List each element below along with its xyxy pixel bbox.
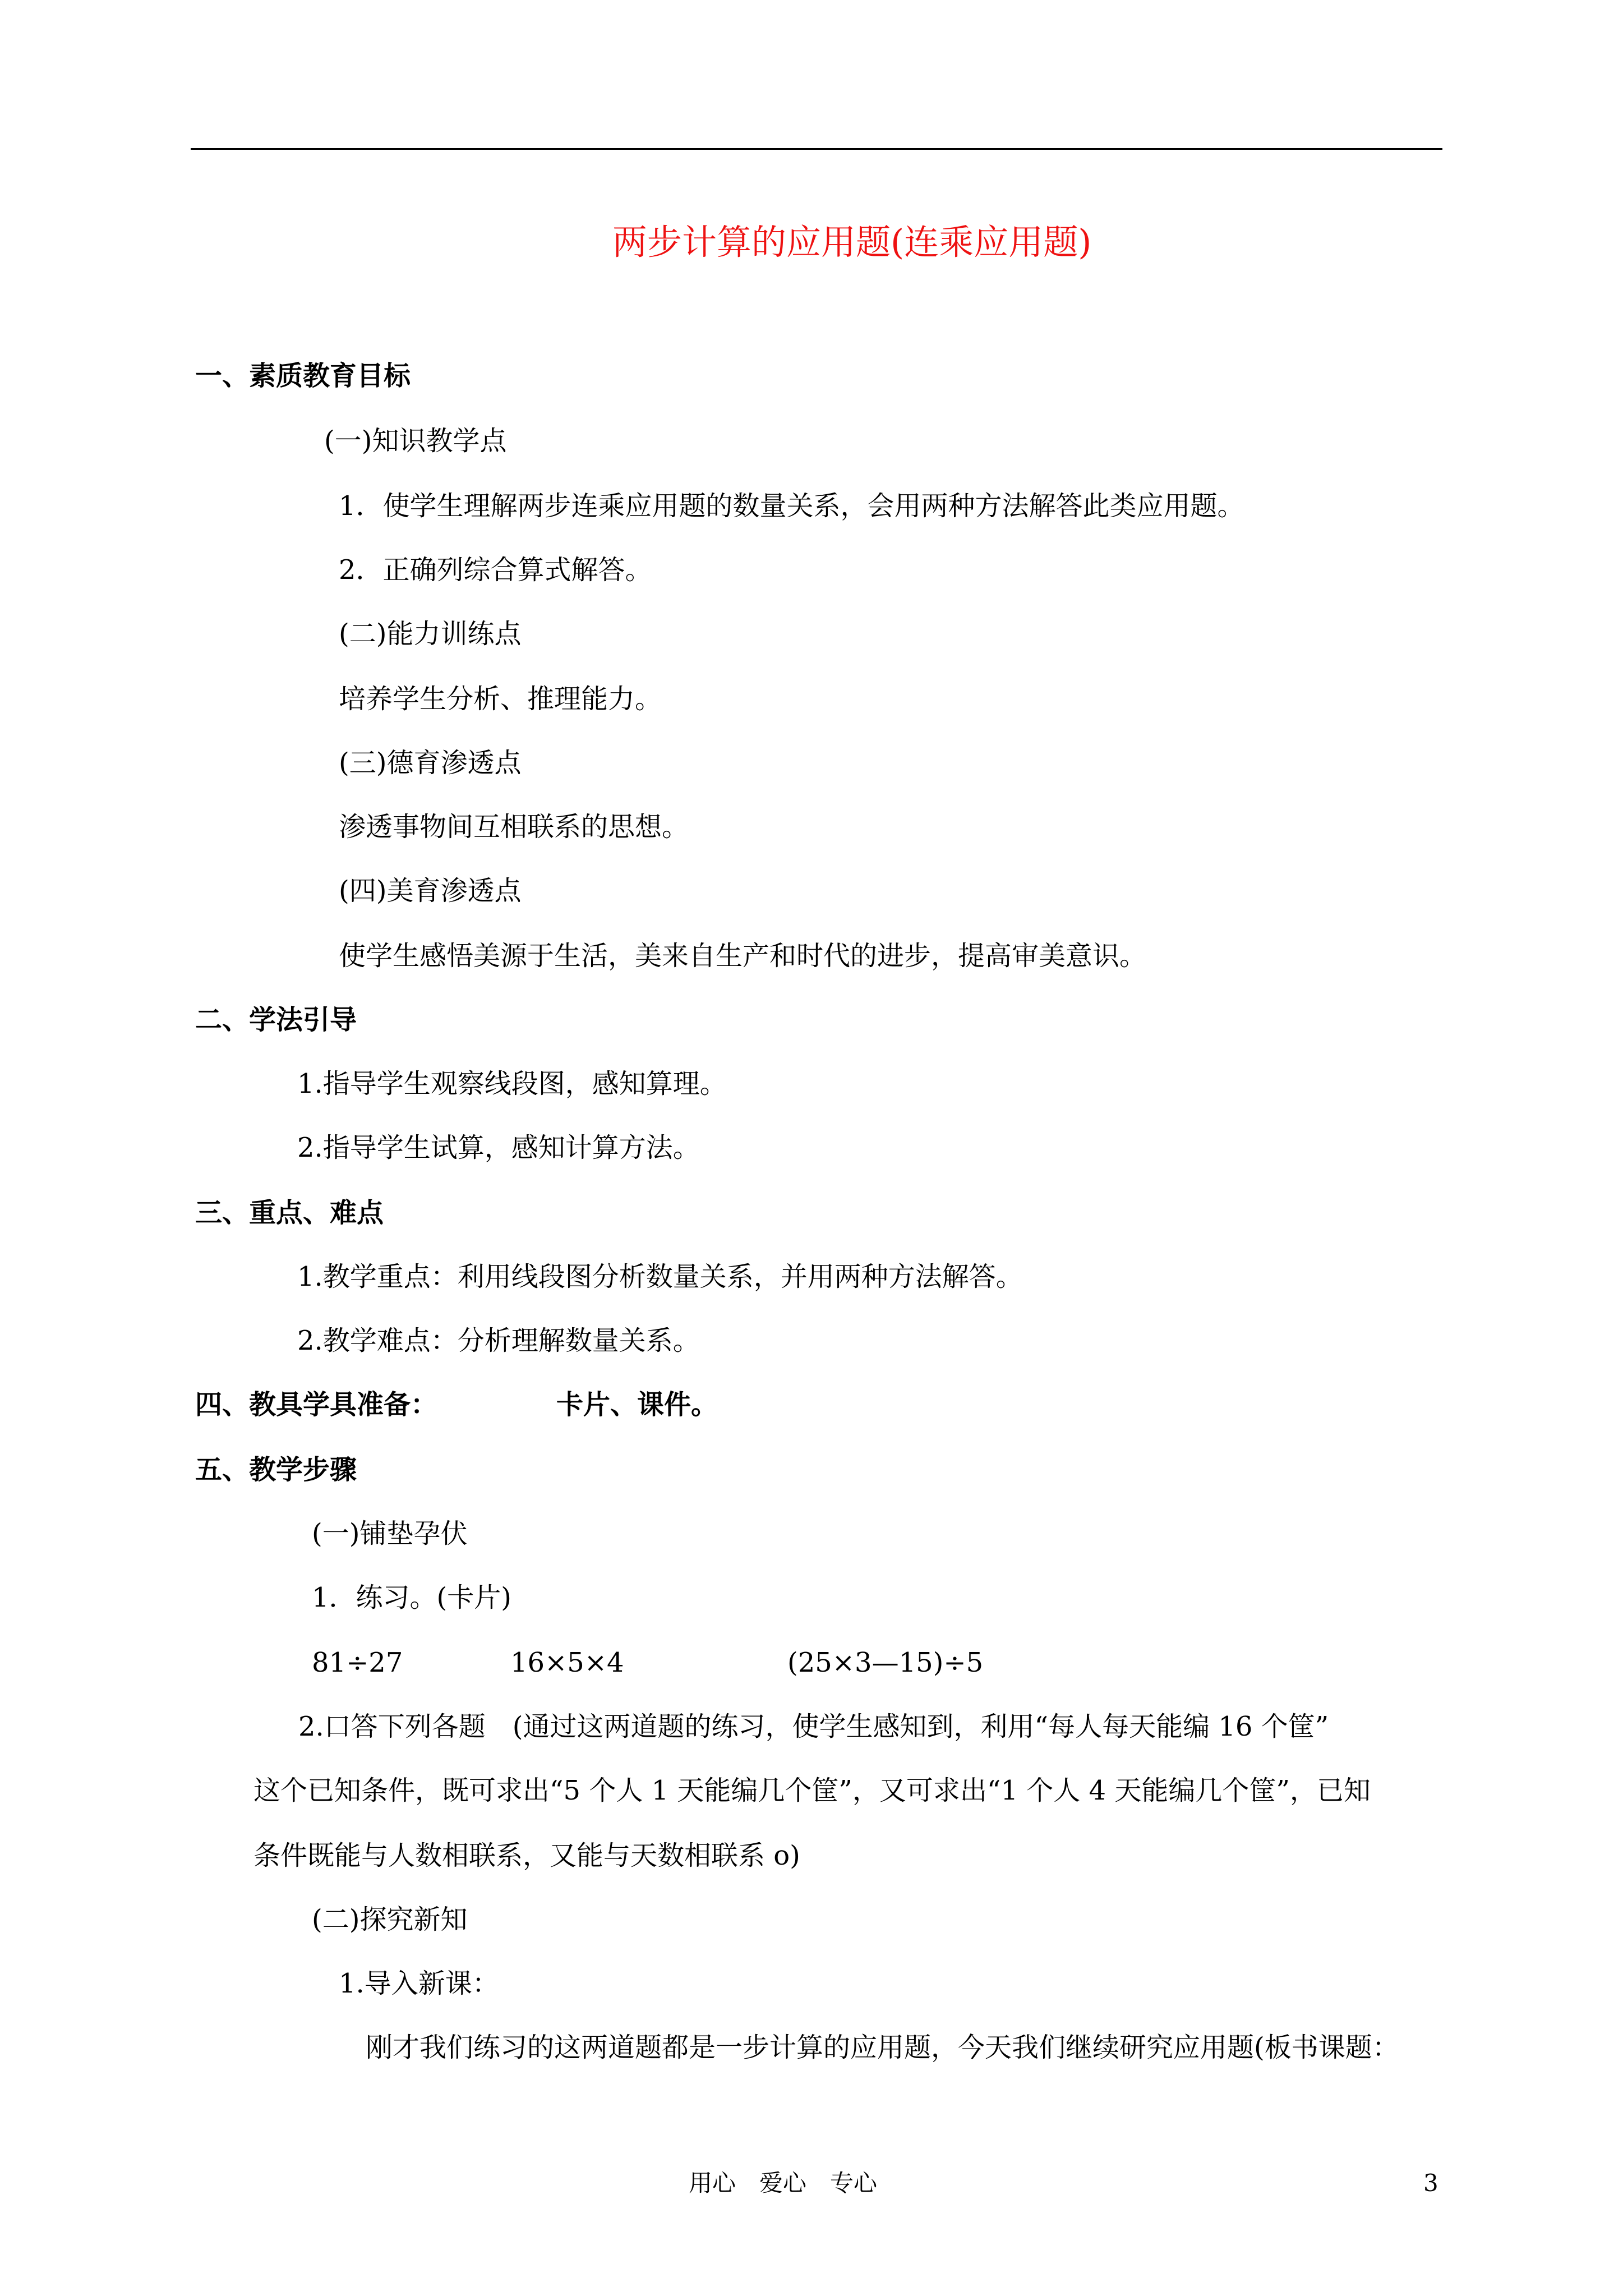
page-number: 3 [1423,2169,1438,2197]
subheading-preparation: (一)铺垫孕伏 [312,1518,468,1549]
section-heading-1: 一、素质教育目标 [195,360,411,392]
list-item: 1．练习。(卡片) [312,1582,511,1613]
paragraph: 使学生感悟美源于生活，美来自生产和时代的进步，提高审美意识。 [339,940,1147,972]
subheading-ability: (二)能力训练点 [339,618,522,650]
page-title: 两步计算的应用题(连乘应用题) [612,222,1092,263]
subheading-aesthetic: (四)美育渗透点 [339,875,522,907]
paragraph-line: 这个已知条件，既可求出“5 个人 1 天能编几个筐”，又可求出“1 个人 4 天能编几个筐”，已知 [253,1775,1371,1806]
subheading-explore: (二)探究新知 [312,1904,468,1935]
paragraph: 渗透事物间互相联系的思想。 [339,811,689,843]
list-item: 2．正确列综合算式解答。 [339,554,652,586]
section-heading-5: 五、教学步骤 [195,1454,357,1485]
header-rule [191,148,1442,150]
paragraph: 刚才我们练习的这两道题都是一步计算的应用题，今天我们继续研究应用题(板书课题： [366,2032,1399,2063]
list-item: 1.教学重点：利用线段图分析数量关系，并用两种方法解答。 [297,1261,1023,1292]
subheading-knowledge: (一)知识教学点 [324,425,507,457]
section-heading-4: 四、教具学具准备： [195,1389,438,1420]
list-item: 1.指导学生观察线段图，感知算理。 [297,1068,727,1099]
footer-motto: 用心 爱心 专心 [689,2169,878,2197]
paragraph-line: 2.口答下列各题 (通过这两道题的练习，使学生感知到，利用“每人每天能编 16 个筐” [298,1711,1329,1742]
subheading-moral: (三)德育渗透点 [339,747,522,779]
paragraph: 培养学生分析、推理能力。 [339,683,662,715]
expression-1: 81÷27 [312,1647,403,1678]
paragraph-line: 条件既能与人数相联系，又能与天数相联系 o) [253,1840,800,1871]
section-heading-3: 三、重点、难点 [195,1197,384,1228]
list-item: 2.教学难点：分析理解数量关系。 [297,1325,700,1356]
expression-3: (25×3—15)÷5 [787,1647,984,1678]
list-item: 1.导入新课： [339,1968,499,1999]
list-item: 2.指导学生试算，感知计算方法。 [297,1132,700,1163]
materials-value: 卡片、课件。 [556,1389,718,1420]
expression-2: 16×5×4 [510,1647,624,1678]
list-item: 1．使学生理解两步连乘应用题的数量关系，会用两种方法解答此类应用题。 [339,490,1244,522]
section-heading-2: 二、学法引导 [195,1004,357,1036]
